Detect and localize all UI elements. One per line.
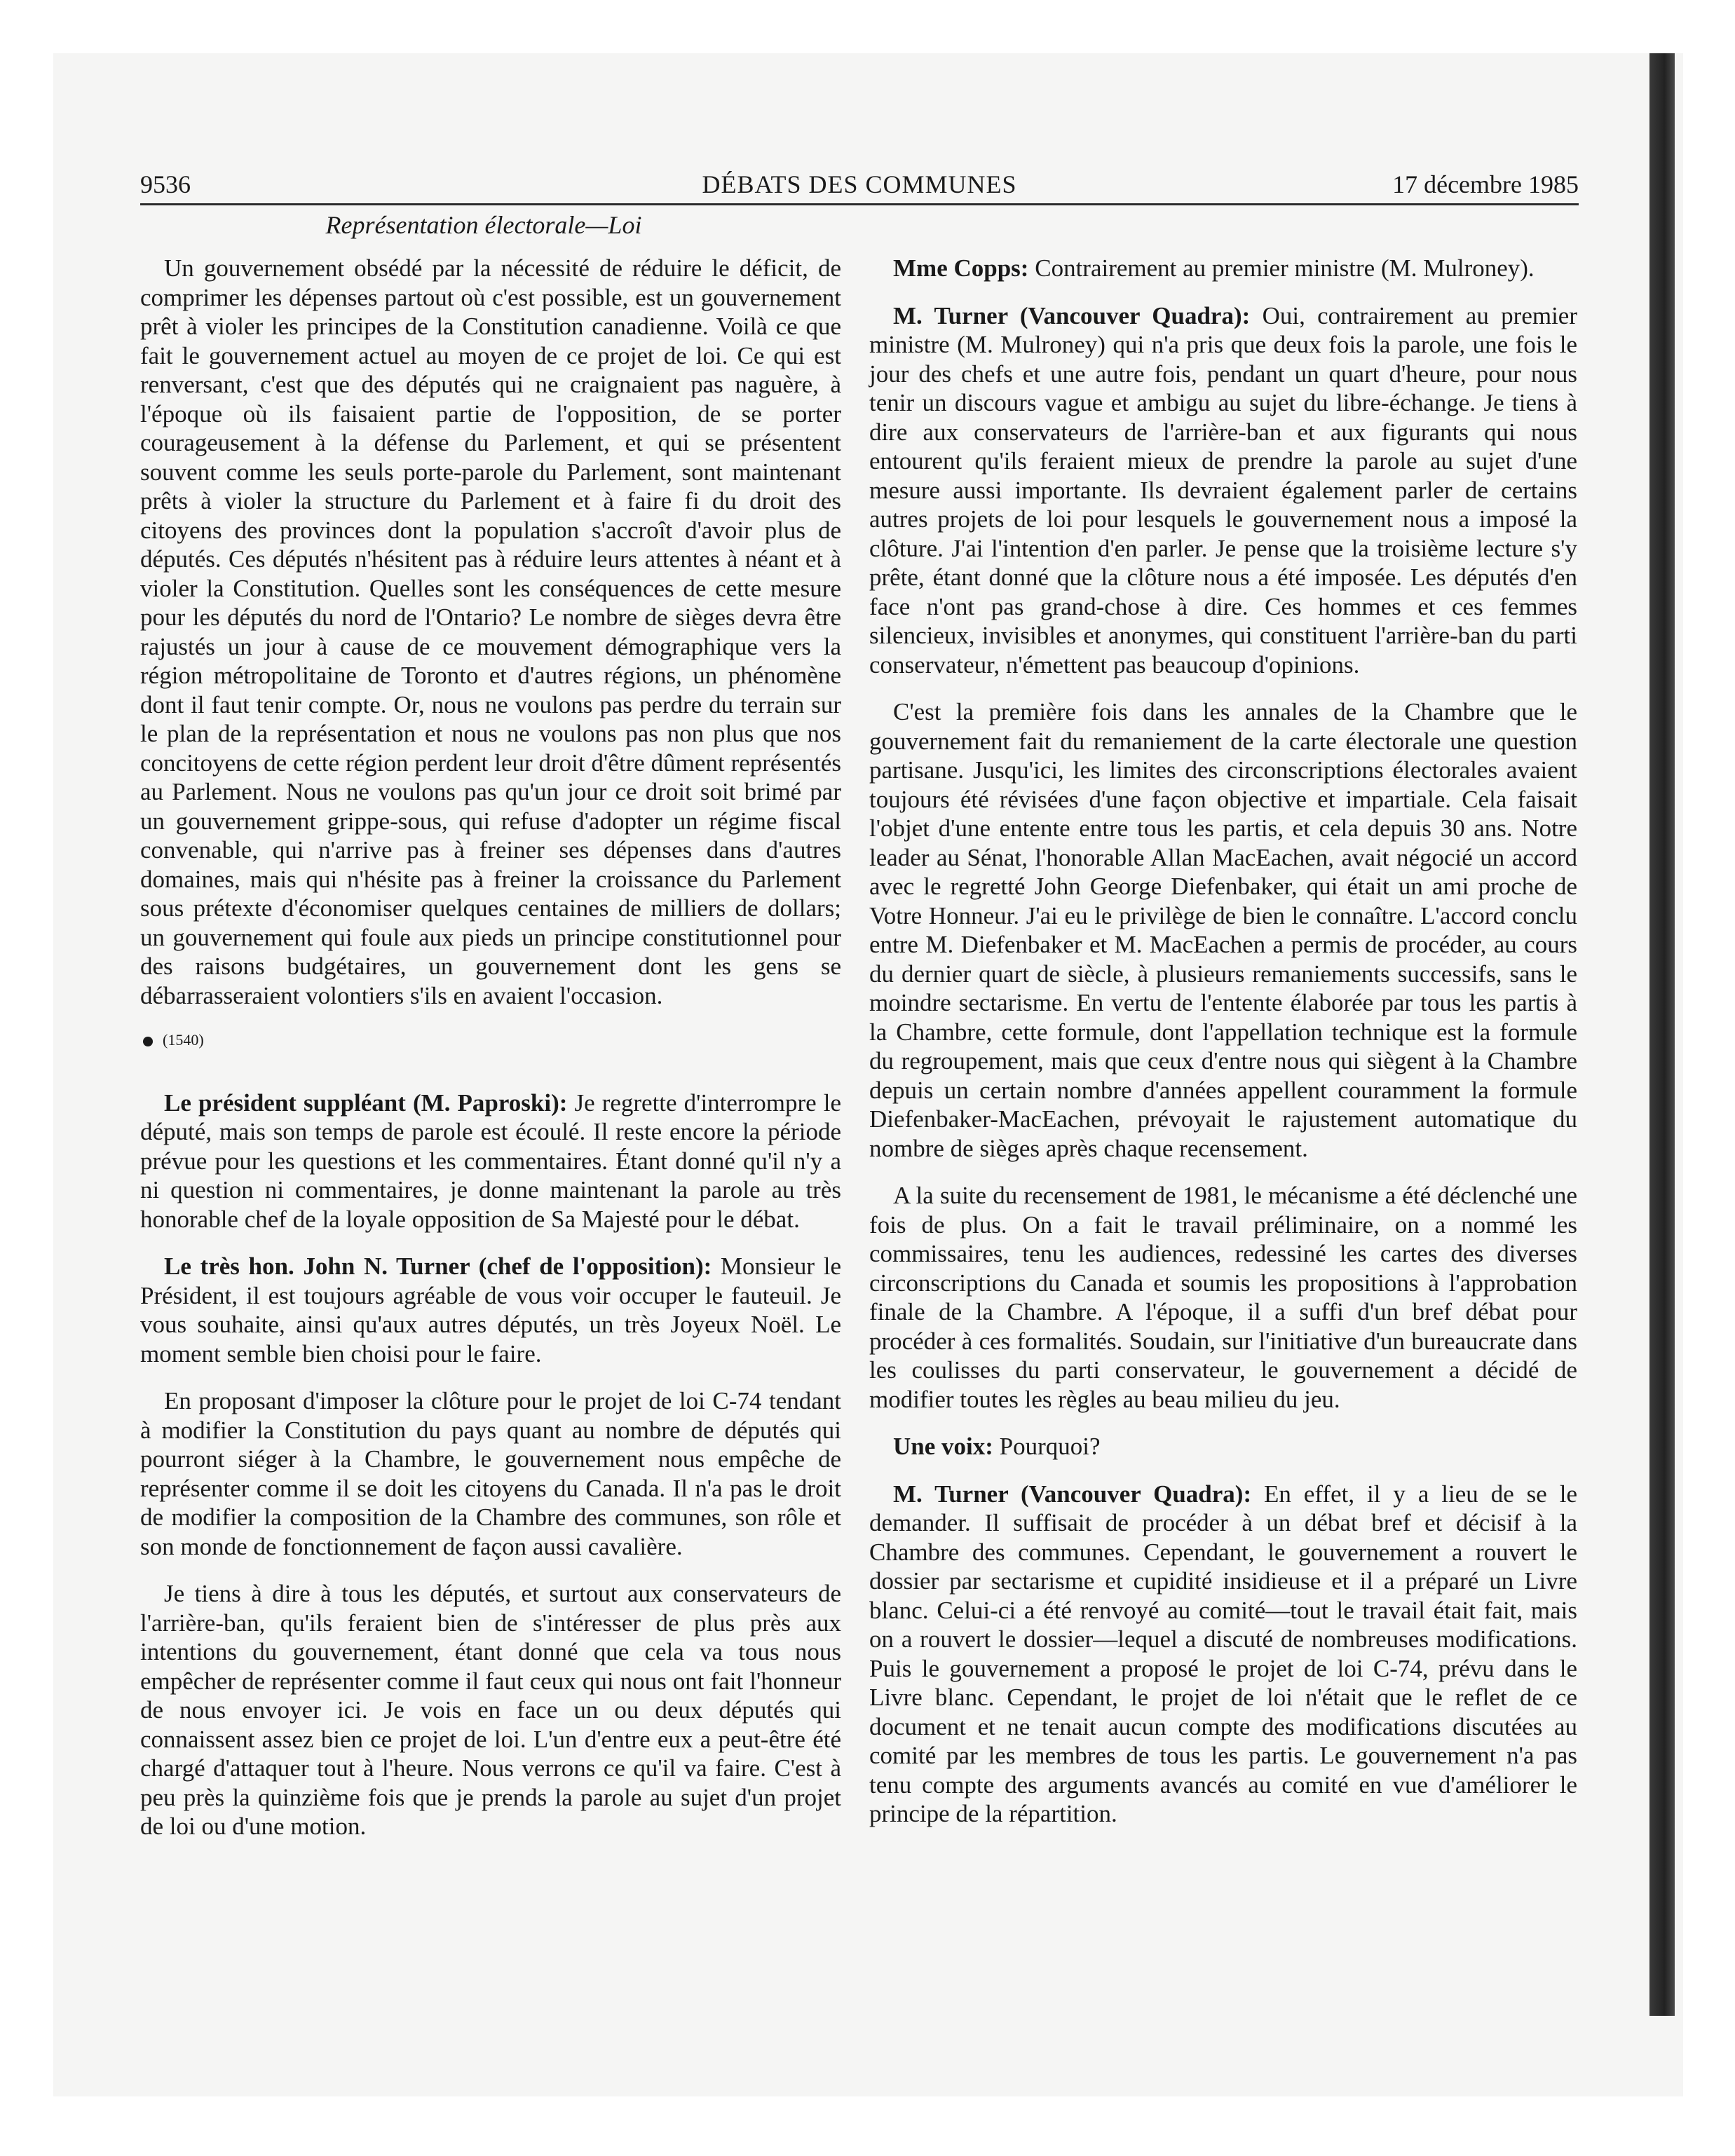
paragraph <box>140 1252 841 1368</box>
speaker-name: Le très hon. John N. Turner (chef de l'opposition): <box>164 1253 712 1280</box>
paragraph: En proposant d'imposer la clôture pour le projet de loi C-74 tendant à modifier la Constitution du pays quant au nombre de députés qui pourront siéger à la Chambre, le gouvernement nous empêche de représenter comme il se doit les citoyens du Canada. Il n'a pas le droit de modifier la composition de la Chambre des communes, son rôle et son monde de fonctionnement de façon aussi cavalière. <box>140 1387 841 1560</box>
paragraph: C'est la première fois dans les annales de la Chambre que le gouvernement fait du remaniement de la carte électorale une question partisane. Jusqu'ici, les limites des circonscriptions électorales avaient toujours été révisées d'une façon objective et impartiale. Cela faisait l'objet d'une entente entre tous les partis, et cela depuis 30 ans. Notre leader au Sénat, l'honorable Allan MacEachen, avait négocié un accord avec le regretté John George Diefenbaker, qui était un ami proche de Votre Honneur. J'ai eu le privilège de bien le connaître. L'accord conclu entre M. Diefenbaker et M. MacEachen a permis de procéder, au cours du dernier quart de siècle, à plusieurs remaniements successifs, sans le moindre sectarisme. En vertu de l'entente élaborée par tous les partis à la Chambre, cette formule, dont l'appellation technique est la formule du regroupement, mais que ceux d'entre nous qui siègent à la Chambre depuis un certain nombre d'années appellent couramment la formule Diefenbaker-MacEachen, prévoyait le rajustement automatique du nombre de sièges après chaque recensement. <box>869 698 1577 1162</box>
right-column <box>869 254 1577 1842</box>
paragraph <box>140 1089 841 1234</box>
paragraph: Je tiens à dire à tous les députés, et surtout aux conservateurs de l'arrière-ban, qu'ils feraient bien de s'intéresser de plus près aux intentions du gouvernement, étant donné que cela va tous nous empêcher de représenter comme il faut ceux qui nous ont fait l'honneur de nous envoyer ici. Je vois en face un ou deux députés qui connaissent assez bien ce projet de loi. L'un d'entre eux a peut-être été chargé d'attaquer tout à l'heure. Nous verrons ce qu'il va faire. C'est à peu près la quinzième fois que je prends la parole au sujet d'un projet de loi ou d'une motion. <box>140 1580 841 1840</box>
speech-text: Contrairement au premier ministre (M. Mulroney). <box>1028 254 1535 282</box>
paragraph <box>869 1432 1577 1461</box>
speech-text: Je regrette d'interrompre le député, mais son temps de parole est écoulé. Il reste encore la période prévue pour les questions et les commentaires. Étant donné qu'il n'y a ni question ni commentaires, je donne maintenant la parole au très honorable chef de la loyale opposition de Sa Majesté pour le débat. <box>140 1089 841 1233</box>
left-column <box>140 254 841 1855</box>
timestamp-marker <box>140 1025 841 1055</box>
speaker-name: M. Turner (Vancouver Quadra): <box>893 301 1251 329</box>
bullet-icon <box>143 1037 153 1046</box>
page-number: 9536 <box>140 170 191 198</box>
speech-text: Monsieur le Président, il est toujours agréable de vous voir occuper le fauteuil. Je vous souhaite, ainsi qu'aux autres députés, un très Joyeux Noël. Le moment semble bien choisi pour le faire. <box>140 1253 841 1367</box>
speaker-name: Mme Copps: <box>893 254 1029 282</box>
speaker-name: M. Turner (Vancouver Quadra): <box>893 1480 1252 1508</box>
paragraph <box>869 1480 1577 1829</box>
speech-text: En effet, il y a lieu de se le demander. Il suffisait de procéder à un débat bref et décisif à la Chambre des communes. Cependant, le gouvernement a rouvert le dossier par sectarisme et cupidité insidieuse et il a préparé un Livre blanc. Celui-ci a été renvoyé au comité—tout le travail était fait, mais on a rouvert le dossier—lequel a discuté de nombreuses modifications. Puis le gouvernement a proposé le projet de loi C-74, prévu dans le Livre blanc. Cependant, le projet de loi n'était que le reflet de ce document et ne tenait aucun compte des modifications discutées au comité par les membres de tous les partis. Le gouvernement n'a pas tenu compte des arguments avancés au comité en vue d'améliorer le principe de la répartition. <box>869 1480 1578 1827</box>
paragraph: A la suite du recensement de 1981, le mécanisme a été déclenché une fois de plus. On a fait le travail préliminaire, on a nommé les commissaires, tenu les audiences, redessiné les cartes des diverses circonscriptions du Canada et soumis les propositions à l'approbation finale de la Chambre. A l'époque, il a suffi d'un bref débat pour procéder à ces formalités. Soudain, sur l'initiative d'un bureaucrate dans les coulisses du parti conservateur, le gouvernement a décidé de modifier toutes les règles au beau milieu du jeu. <box>869 1182 1577 1413</box>
speaker-name: Le président suppléant (M. Paproski): <box>164 1089 568 1117</box>
scan-edge-strip <box>1649 53 1675 2016</box>
paragraph <box>869 301 1577 680</box>
timestamp: (1540) <box>163 1031 204 1049</box>
publication-title: DÉBATS DES COMMUNES <box>702 170 1017 198</box>
speech-text: Oui, contrairement au premier ministre (M. Mulroney) qui n'a pris que deux fois la parole, une fois le jour des chefs et une autre fois, pendant un quart d'heure, pour nous tenir un discours vague et ambigu au sujet du libre-échange. Je tiens à dire aux conservateurs de l'arrière-ban et aux figurants qui nous entourent qu'ils feraient mieux de prendre la parole au sujet d'une mesure aussi importante. Ils devraient également parler de certains autres projets de loi pour lesquels le gouvernement nous a imposé la clôture. J'ai l'intention d'en parler. Je pense que la troisième lecture s'y prête, étant donné que la clôture nous a été imposée. Les députés d'en face n'ont pas grand-chose à dire. Ces hommes et ces femmes silencieux, invisibles et anonymes, qui constituent l'arrière-ban du parti conservateur, n'émettent pas beaucoup d'opinions. <box>869 301 1577 678</box>
header-date: 17 décembre 1985 <box>1392 170 1579 198</box>
paragraph <box>869 254 1577 283</box>
speech-text: Pourquoi? <box>993 1433 1101 1460</box>
page-header <box>140 163 1579 205</box>
paragraph: Un gouvernement obsédé par la nécessité de réduire le déficit, de comprimer les dépenses partout où c'est possible, est un gouvernement prêt à violer les principes de la Constitution canadienne. Voilà ce que fait le gouvernement actuel au moyen de ce projet de loi. Ce qui est renversant, c'est que des députés qui ne craignaient pas naguère, à l'époque où ils faisaient partie de l'opposition, de se porter courageusement à la défense du Parlement, et qui se présentent souvent comme les seuls porte-parole du Parlement, sont maintenant prêts à violer la structure du Parlement et à faire fi du droit des citoyens des provinces dont la population s'accroît d'avoir plus de députés. Ces députés n'hésitent pas à réduire leurs attentes à néant et à violer la Constitution. Quelles sont les conséquences de cette mesure pour les députés du nord de l'Ontario? Le nombre de sièges devra être rajustés un jour à cause de ce mouvement démographique vers la région métropolitaine de Toronto et d'autres régions, un phénomène dont il faut tenir compte. Or, nous ne voulons pas perdre du terrain sur le plan de la représentation et nous ne voulons pas non plus que nos concitoyens de cette région perdent leur droit d'être dûment représentés au Parlement. Nous ne voulons pas qu'un jour ce droit soit brimé par un gouvernement grippe-sous, qui refuse d'adopter un régime fiscal convenable, qui n'arrive pas à freiner ses dépenses dans d'autres domaines, mais qui n'hésite pas à freiner la croissance du Parlement sous prétexte d'économiser quelques centaines de milliers de dollars; un gouvernement qui foule aux pieds un principe constitutionnel pour des raisons budgétaires, un gouvernement dont les gens se débarrasseraient volontiers s'ils en avaient l'occasion. <box>140 254 841 1009</box>
section-subheader: Représentation électorale—Loi <box>325 211 642 239</box>
speaker-name: Une voix: <box>893 1433 993 1460</box>
